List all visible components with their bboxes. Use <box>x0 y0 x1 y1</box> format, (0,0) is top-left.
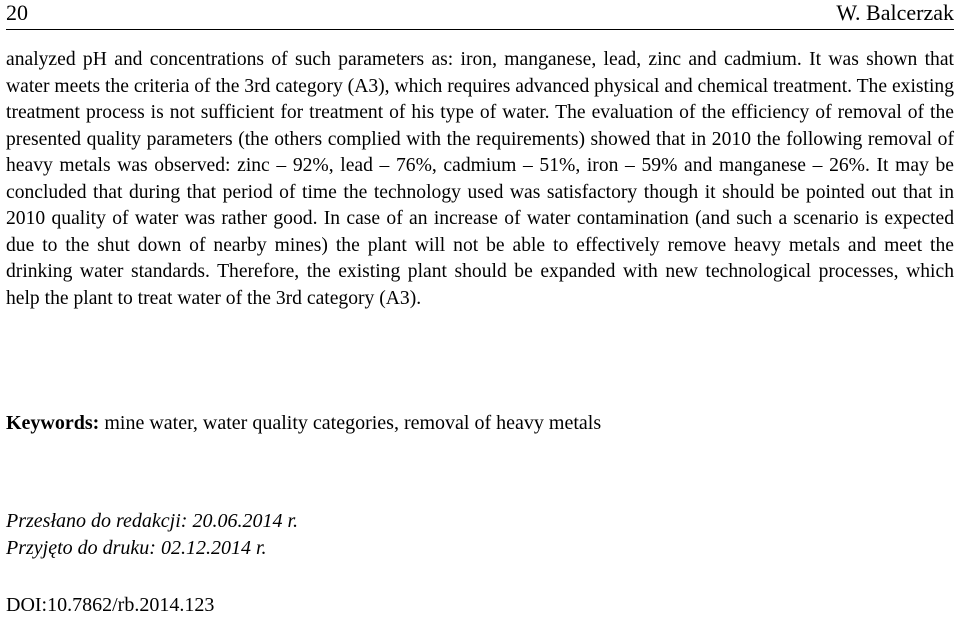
keywords-line <box>6 410 954 436</box>
header-divider <box>6 29 954 30</box>
running-head-author: W. Balcerzak <box>836 0 954 25</box>
accepted-date: Przyjęto do druku: 02.12.2014 r. <box>6 536 267 559</box>
keywords-label: Keywords: <box>6 412 100 434</box>
doi-identifier: DOI:10.7862/rb.2014.123 <box>6 594 215 616</box>
submission-dates <box>6 508 954 561</box>
abstract-paragraph: analyzed pH and concentrations of such parameters as: iron, manganese, lead, zinc and cadmium. It was shown that water meets the criteria of the 3rd category (A3), which requires advanced physical and chemical treatment. The existing treatment process is not sufficient for treatment of his type of water. The evaluation of the efficiency of removal of the presented quality parameters (the others complied with the requirements) showed that in 2010 the following removal of heavy metals was observed: zinc – 92%, lead – 76%, cadmium – 51%, iron – 59% and manganese – 26%. It may be concluded that during that period of time the technology used was satisfactory though it should be pointed out that in 2010 quality of water was rather good. In case of an increase of water contamination (and such a scenario is expected due to the shut down of nearby mines) the plant will not be able to effectively remove heavy metals and meet the drinking water standards. Therefore, the existing plant should be expanded with new technological processes, which help the plant to treat water of the 3rd category (A3). <box>6 49 954 309</box>
received-date: Przesłano do redakcji: 20.06.2014 r. <box>6 510 299 532</box>
keywords-text: mine water, water quality categories, removal of heavy metals <box>99 412 602 434</box>
page-number: 20 <box>6 0 28 25</box>
